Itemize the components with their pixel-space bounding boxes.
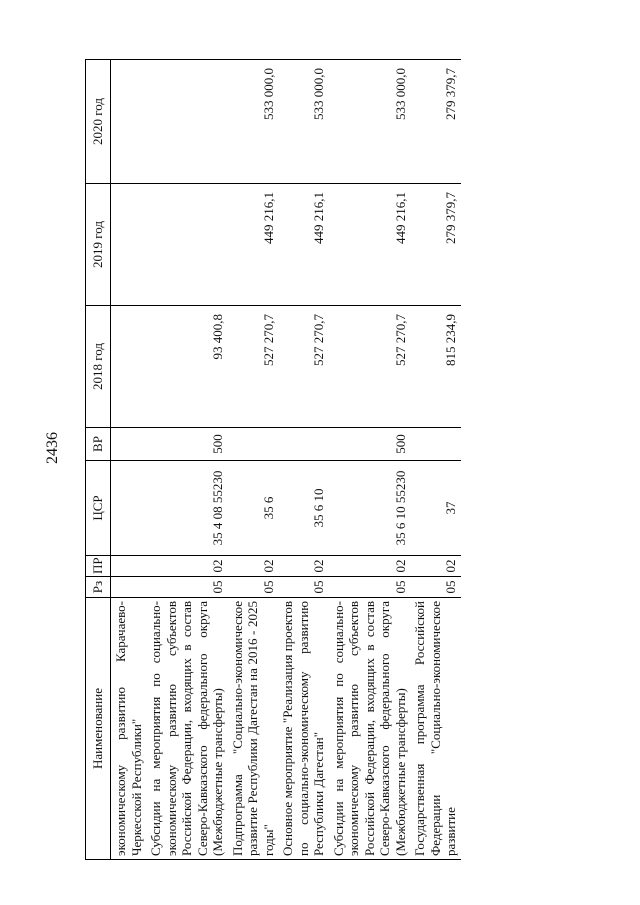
row-csr: 35 4 08 55230	[146, 461, 228, 556]
row-csr: 35 6	[228, 461, 279, 556]
row-2020	[111, 60, 147, 184]
row-vr	[228, 428, 279, 461]
row-2018: 815 234,9	[410, 306, 461, 428]
row-rz: 05	[228, 577, 279, 598]
table-row	[146, 60, 228, 860]
row-rz	[111, 577, 147, 598]
row-2020: 533 000,0	[228, 60, 279, 184]
row-vr	[278, 428, 329, 461]
row-2019	[111, 184, 147, 306]
row-2018: 527 270,7	[278, 306, 329, 428]
row-csr: 37	[410, 461, 461, 556]
row-csr: 35 6 10	[278, 461, 329, 556]
row-csr: 35 6 10 55230	[329, 461, 411, 556]
row-2018: 527 270,7	[228, 306, 279, 428]
row-2018	[111, 306, 147, 428]
header-name: Наименование	[86, 598, 111, 860]
table-row	[278, 60, 329, 860]
header-2020: 2020 год	[86, 60, 111, 184]
row-name: Основное мероприятие "Реализация проектов по социально-экономическому развитию Республики Дагестан"	[278, 598, 329, 860]
row-vr	[111, 428, 147, 461]
row-2019: 449 216,1	[228, 184, 279, 306]
header-2019: 2019 год	[86, 184, 111, 306]
table-row	[410, 60, 461, 860]
row-2020: 279 379,7	[410, 60, 461, 184]
row-name: Государственная программа Российской Федерации "Социально-экономическое развитие	[410, 598, 461, 860]
budget-table-sheet	[85, 60, 590, 860]
row-vr: 500	[146, 428, 228, 461]
row-rz: 05	[146, 577, 228, 598]
row-2018: 527 270,7	[329, 306, 411, 428]
header-csr: ЦСР	[86, 461, 111, 556]
row-name: Субсидии на мероприятия по социально-экономическому развитию субъектов Российской Федерации, входящих в состав Северо-Кавказского федерального округа (Межбюджетные трансферты)	[329, 598, 411, 860]
table-header-row	[86, 60, 111, 860]
row-2019	[146, 184, 228, 306]
row-pr: 02	[329, 556, 411, 577]
row-pr: 02	[278, 556, 329, 577]
row-2019: 449 216,1	[278, 184, 329, 306]
row-2019: 449 216,1	[329, 184, 411, 306]
row-csr	[111, 461, 147, 556]
table-row	[329, 60, 411, 860]
row-2020	[146, 60, 228, 184]
row-pr: 02	[228, 556, 279, 577]
header-pr: ПР	[86, 556, 111, 577]
row-name: Субсидии на мероприятия по социально-экономическому развитию субъектов Российской Федерации, входящих в состав Северо-Кавказского федерального округа (Межбюджетные трансферты)	[146, 598, 228, 860]
row-rz: 05	[278, 577, 329, 598]
row-name: экономическому развитию Карачаево-Черкесской Республики"	[111, 598, 147, 860]
row-pr: 02	[410, 556, 461, 577]
row-vr: 500	[329, 428, 411, 461]
row-2019: 279 379,7	[410, 184, 461, 306]
header-vr: ВР	[86, 428, 111, 461]
row-rz: 05	[410, 577, 461, 598]
row-pr	[111, 556, 147, 577]
row-vr	[410, 428, 461, 461]
row-2020: 533 000,0	[278, 60, 329, 184]
budget-table	[85, 59, 461, 860]
row-2020: 533 000,0	[329, 60, 411, 184]
row-pr: 02	[146, 556, 228, 577]
table-row	[111, 60, 147, 860]
row-2018: 93 400,8	[146, 306, 228, 428]
row-rz: 05	[329, 577, 411, 598]
page-number: 2436	[44, 432, 61, 464]
header-rz: Рз	[86, 577, 111, 598]
header-2018: 2018 год	[86, 306, 111, 428]
row-name: Подпрограмма "Социально-экономическое развитие Республики Дагестан на 2016 - 2025 годы"	[228, 598, 279, 860]
table-row	[228, 60, 279, 860]
